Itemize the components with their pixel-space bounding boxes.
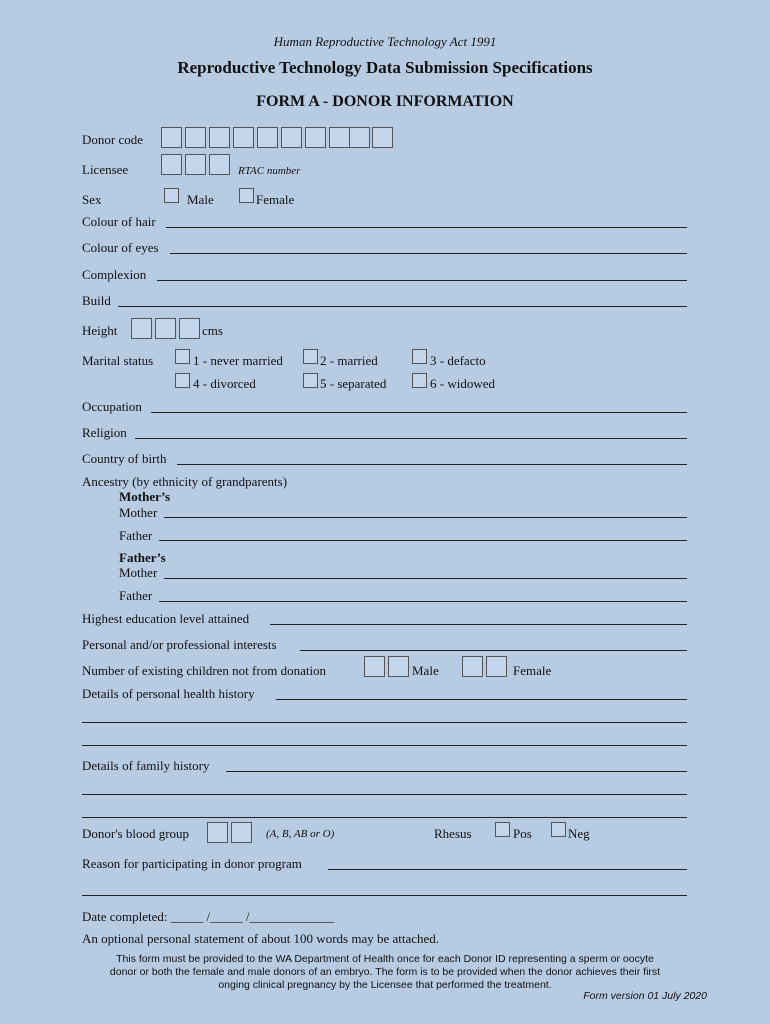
act-heading: Human Reproductive Technology Act 1991 <box>273 34 497 49</box>
family-history-field[interactable] <box>82 794 687 795</box>
marital-married-checkbox[interactable] <box>303 349 318 364</box>
fathers-mother-field[interactable] <box>164 578 687 579</box>
blood-group-box[interactable] <box>231 822 252 843</box>
complexion-field[interactable] <box>157 280 687 281</box>
marital-option-label: 6 - widowed <box>430 376 495 391</box>
health-history-field[interactable] <box>82 722 687 723</box>
footer-line: donor or both the female and male donors of an embryo. The form is to be provided when the donor achieves their first <box>109 966 661 978</box>
health-history-label: Details of personal health history <box>82 686 255 701</box>
rtac-number-hint: RTAC number <box>238 165 301 177</box>
height-box[interactable] <box>155 318 176 339</box>
licensee-box[interactable] <box>209 154 230 175</box>
licensee-box[interactable] <box>185 154 206 175</box>
education-field[interactable] <box>270 624 687 625</box>
form-version: Form version 01 July 2020 <box>583 990 707 1002</box>
rhesus-pos-label: Pos <box>513 826 532 841</box>
build-field[interactable] <box>118 306 687 307</box>
children-female-label: Female <box>513 663 552 678</box>
marital-option-label: 5 - separated <box>320 376 387 391</box>
sex-female-checkbox[interactable] <box>239 188 254 203</box>
marital-never-married-checkbox[interactable] <box>175 349 190 364</box>
blood-group-hint: (A, B, AB or O) <box>266 828 335 840</box>
donor-code-box[interactable] <box>161 127 182 148</box>
sex-label: Sex <box>82 192 102 207</box>
footer-line: This form must be provided to the WA Department of Health once for each Donor ID representing a sperm or oocyte <box>116 953 654 965</box>
donor-code-label: Donor code <box>82 132 144 147</box>
mothers-mother-field[interactable] <box>164 517 687 518</box>
family-history-label: Details of family history <box>82 758 210 773</box>
reason-field[interactable] <box>82 895 687 896</box>
marital-option-label: 1 - never married <box>193 353 283 368</box>
fathers-father-label: Father <box>119 588 153 603</box>
sex-male-label: Male <box>187 192 214 207</box>
document-title: Reproductive Technology Data Submission Specifications <box>177 58 593 77</box>
donor-code-box[interactable] <box>281 127 302 148</box>
marital-status-label: Marital status <box>82 353 154 368</box>
height-box[interactable] <box>179 318 200 339</box>
colour-hair-label: Colour of hair <box>82 214 156 229</box>
marital-defacto-checkbox[interactable] <box>412 349 427 364</box>
optional-statement-note: An optional personal statement of about 100 words may be attached. <box>82 931 440 946</box>
fathers-father-field[interactable] <box>159 601 687 602</box>
colour-hair-field[interactable] <box>166 227 687 228</box>
blood-group-label: Donor's blood group <box>82 826 190 841</box>
children-female-box[interactable] <box>462 656 483 677</box>
religion-label: Religion <box>82 425 127 440</box>
rhesus-neg-checkbox[interactable] <box>551 822 566 837</box>
health-history-field[interactable] <box>276 699 687 700</box>
children-male-box[interactable] <box>364 656 385 677</box>
blood-group-box[interactable] <box>207 822 228 843</box>
licensee-box[interactable] <box>161 154 182 175</box>
children-female-box[interactable] <box>486 656 507 677</box>
donor-code-box[interactable] <box>349 127 370 148</box>
occupation-field[interactable] <box>151 412 687 413</box>
marital-option-label: 3 - defacto <box>430 353 486 368</box>
marital-widowed-checkbox[interactable] <box>412 373 427 388</box>
build-label: Build <box>82 293 111 308</box>
sex-male-checkbox[interactable] <box>164 188 179 203</box>
education-label: Highest education level attained <box>82 611 250 626</box>
colour-eyes-label: Colour of eyes <box>82 240 159 255</box>
date-completed[interactable]: Date completed: _____ /_____ /_____________ <box>82 909 335 924</box>
donor-code-box[interactable] <box>257 127 278 148</box>
donor-code-box[interactable] <box>305 127 326 148</box>
family-history-field[interactable] <box>82 817 687 818</box>
rhesus-label: Rhesus <box>434 826 472 841</box>
footer-note <box>0 953 770 992</box>
footer-line: onging clinical pregnancy by the Licensee that performed the treatment. <box>218 979 552 991</box>
fathers-mother-label: Mother <box>119 565 158 580</box>
rhesus-pos-checkbox[interactable] <box>495 822 510 837</box>
donor-code-box[interactable] <box>209 127 230 148</box>
complexion-label: Complexion <box>82 267 147 282</box>
country-of-birth-field[interactable] <box>177 464 687 465</box>
donor-code-box[interactable] <box>372 127 393 148</box>
reason-label: Reason for participating in donor program <box>82 856 302 871</box>
marital-separated-checkbox[interactable] <box>303 373 318 388</box>
mothers-father-label: Father <box>119 528 153 543</box>
children-label: Number of existing children not from donation <box>82 663 327 678</box>
family-history-field[interactable] <box>226 771 687 772</box>
interests-label: Personal and/or professional interests <box>82 637 277 652</box>
children-male-box[interactable] <box>388 656 409 677</box>
marital-divorced-checkbox[interactable] <box>175 373 190 388</box>
marital-option-label: 2 - married <box>320 353 378 368</box>
form-title: FORM A - DONOR INFORMATION <box>256 93 514 110</box>
colour-eyes-field[interactable] <box>170 253 687 254</box>
rhesus-neg-label: Neg <box>568 826 590 841</box>
religion-field[interactable] <box>135 438 687 439</box>
children-male-label: Male <box>412 663 439 678</box>
height-box[interactable] <box>131 318 152 339</box>
ancestry-label: Ancestry (by ethnicity of grandparents) <box>82 474 288 489</box>
fathers-heading: Father’s <box>119 550 166 565</box>
health-history-field[interactable] <box>82 745 687 746</box>
mothers-mother-label: Mother <box>119 505 158 520</box>
donor-code-box[interactable] <box>185 127 206 148</box>
reason-field[interactable] <box>328 869 687 870</box>
height-label: Height <box>82 323 118 338</box>
occupation-label: Occupation <box>82 399 142 414</box>
mothers-heading: Mother’s <box>119 489 171 504</box>
donor-code-box[interactable] <box>329 127 350 148</box>
interests-field[interactable] <box>300 650 687 651</box>
height-unit: cms <box>202 323 223 338</box>
licensee-label: Licensee <box>82 162 129 177</box>
country-of-birth-label: Country of birth <box>82 451 167 466</box>
sex-female-label: Female <box>256 192 295 207</box>
marital-option-label: 4 - divorced <box>193 376 256 391</box>
donor-code-box[interactable] <box>233 127 254 148</box>
mothers-father-field[interactable] <box>159 540 687 541</box>
